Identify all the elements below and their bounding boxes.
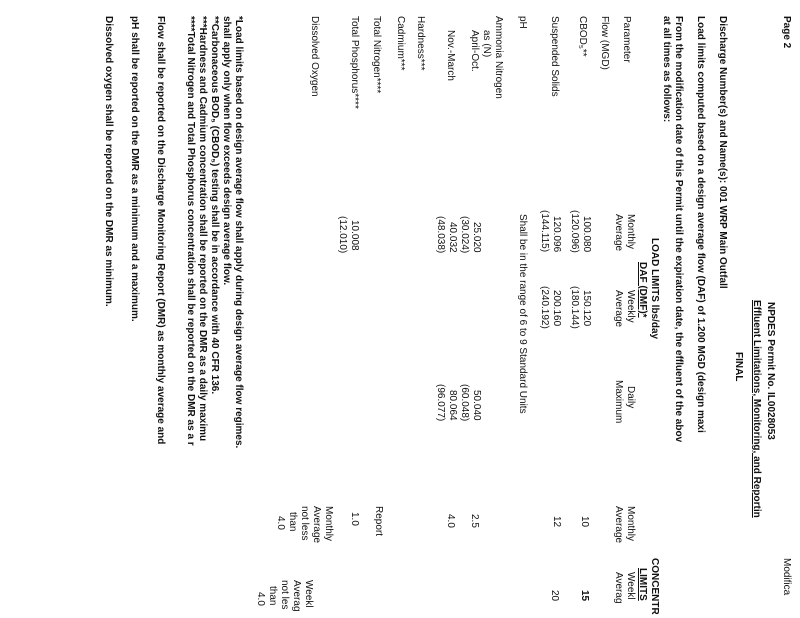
conc-monthly-header: Monthly [625,506,636,542]
conc-weekly-avg-header: Averag [613,572,624,604]
all-times-line: at all times as follows: [661,16,672,123]
row-ph: pH [517,16,528,29]
permit-number: NPDES Permit No. IL0028053 [765,302,776,440]
row-total-nitrogen: Total Nitrogen**** [371,16,382,94]
do-report-note: Dissolved oxygen shall be reported on the DMR as minimum. [103,16,114,307]
apr-conc-monthly: 2.5 [469,514,480,528]
apr-monthly-dmf: (30.024) [459,216,470,254]
tn-conc: Report [373,506,384,537]
weekly-avg-header: Average [613,290,624,328]
footnote-1a: *Load limits based on design average flow shall apply during design average flow regimes. [233,16,244,449]
ph-report-note: pH shall be reported on the DMR as a minimum and a maximum. [129,16,140,322]
ammonia-nov-march: Nov.-March [445,30,456,81]
ph-range-note: Shall be in the range of 6 to 9 Standard Units [517,214,528,414]
weekly-header: Weekly [625,290,636,323]
parameter-header: Parameter [621,16,632,63]
ammonia-apr-oct: April-Oct. [469,30,480,72]
nov-monthly: 40.032 [447,222,458,253]
daf-dmf-header: DAF (DMF)* [637,262,648,318]
page-number: Page 2 [781,16,792,49]
row-cbod: CBOD₅** [577,16,588,57]
nov-conc-monthly: 4.0 [445,514,456,528]
footnote-4: ****Total Nitrogen and Total Phosphorus concentration shall be reported on the DMR as a r [185,16,196,446]
load-limits-line: Load limits computed based on a design average flow (DAF) of 1.200 MGD (design maxi [695,16,706,433]
row-hardness: Hardness*** [415,16,426,71]
do-weekly-5: 4.0 [255,592,266,606]
cbod-monthly: 100.080 [581,216,592,253]
daily-header: Daily [625,386,636,409]
apr-daily: 50.040 [471,390,482,421]
ss-conc-weekly: 20 [549,590,560,602]
row-flow: Flow (MGD) [599,16,610,70]
monthly-header: Monthly [625,214,636,250]
row-dissolved-oxygen: Dissolved Oxygen [309,16,320,97]
ss-monthly-dmf: (144.115) [539,210,550,253]
do-monthly-1: Monthly [323,506,334,542]
ss-weekly-dmf: (240.192) [539,286,550,329]
ammonia-as-n: as (N) [481,30,492,58]
cbod-conc-weekly: 15 [579,590,590,602]
cbod-weekly-dmf: (180.144) [569,286,580,329]
nov-monthly-dmf: (48.038) [435,216,446,254]
tp-monthly: 10.008 [349,220,360,251]
concentration-limits-sub: LIMITS [637,568,648,601]
footnote-1b: shall apply only when flow exceeds design average flow. [221,16,232,286]
monthly-avg-header: Average [613,214,624,252]
nov-daily: 80.064 [447,390,458,421]
apr-monthly: 25.020 [471,222,482,253]
do-weekly-1: Weekl [303,580,314,608]
conc-monthly-avg-header: Average [613,506,624,544]
nov-daily-dmf: (96.077) [435,384,446,422]
row-cadmium: Cadmium*** [395,16,406,71]
tp-monthly-dmf: (12.010) [337,216,348,254]
conc-weekly-header: Weekl [625,572,636,600]
footnote-3: ***Hardness and Cadmium concentration shall be reported on the DMR as a daily maximu [197,16,208,442]
row-suspended-solids: Suspended Solids [549,16,560,97]
do-monthly-3: not less [299,506,310,541]
row-ammonia: Ammonia Nitrogen [493,16,504,99]
modification-label: Modifica [781,558,792,596]
tp-conc: 1.0 [349,512,360,526]
do-monthly-4: than [287,512,298,532]
do-monthly-5: 4.0 [275,516,286,530]
discharge-line: Discharge Number(s) and Name(s): 001 WRP Main Outfall [717,16,728,289]
daily-max-header: Maximum [613,380,624,424]
final-status: FINAL [733,352,744,382]
footnote-2: **Carbonaceous BOD₅ (CBOD₅) testing shall be in accordance with 40 CFR 136. [209,16,220,395]
cbod-conc-monthly: 10 [579,516,590,528]
row-total-phosphorus: Total Phosphorus**** [349,16,360,109]
do-weekly-3: not les [279,580,290,610]
ss-conc-monthly: 12 [551,516,562,528]
load-limits-header: LOAD LIMITS lbs/day [649,238,660,340]
section-title: Effluent Limitations, Monitoring, and Reportin [751,300,762,518]
cbod-monthly-dmf: (120.096) [569,210,580,253]
concentration-header: CONCENTR [649,558,660,615]
cbod-weekly: 150.120 [581,290,592,327]
do-monthly-2: Average [311,506,322,544]
do-weekly-4: than [267,586,278,606]
flow-report-note: Flow shall be reported on the Discharge Monitoring Report (DMR) as monthly average and [155,16,166,445]
ss-weekly: 200.160 [551,290,562,327]
ss-monthly: 120.096 [551,216,562,253]
from-modification-line: From the modification date of this Permit until the expiration date, the effluent of the abov [673,16,684,443]
do-weekly-2: Averag [291,580,302,612]
apr-daily-dmf: (60.048) [459,384,470,422]
